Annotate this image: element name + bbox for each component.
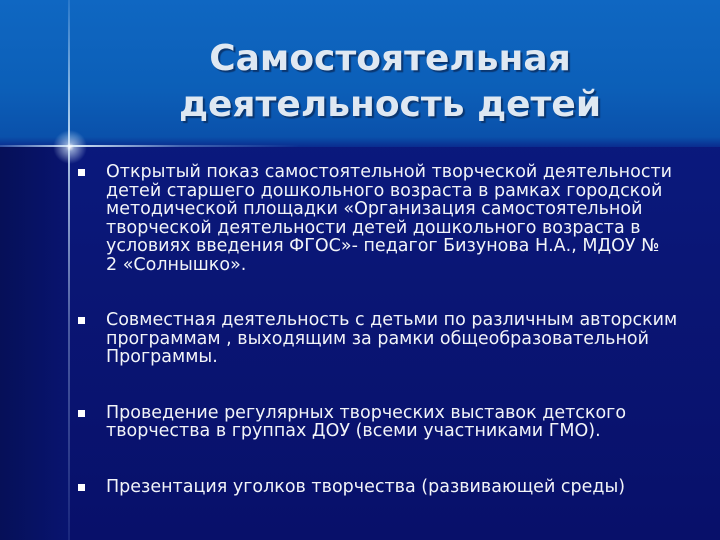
title-line-2: деятельность детей xyxy=(178,84,602,125)
list-item xyxy=(78,404,686,441)
list-item xyxy=(78,478,686,497)
item-line: методической площадки «Организация самостоятельной xyxy=(106,199,643,219)
item-line: творческой деятельности детей дошкольного возраста в xyxy=(106,217,641,238)
slide-title xyxy=(100,36,680,128)
title-line-1: Самостоятельная xyxy=(209,38,571,79)
item-line: условиях введения ФГОС»- педагог Бизунова Н.А., МДОУ № xyxy=(106,236,660,256)
bullet-list xyxy=(78,163,686,496)
item-line: Совместная деятельность с детьми по различным авторским xyxy=(106,310,678,330)
item-line: детей старшего дошкольного возраста в рамках городской xyxy=(106,180,663,201)
item-line: Проведение регулярных творческих выставок детского xyxy=(106,402,627,423)
item-line: творчества в группах ДОУ (всеми участниками ГМО). xyxy=(106,421,601,441)
square-bullet-icon xyxy=(78,410,85,417)
item-line: Открытый показ самостоятельной творческой деятельности xyxy=(106,162,673,182)
item-line: 2 «Солнышко». xyxy=(106,254,247,275)
square-bullet-icon xyxy=(78,484,85,491)
list-item xyxy=(78,311,686,367)
item-line: программам , выходящим за рамки общеобразовательной xyxy=(106,328,649,349)
sparkle-icon xyxy=(50,127,90,167)
vertical-decor-line xyxy=(68,0,70,540)
horizontal-decor-line xyxy=(0,145,300,147)
square-bullet-icon xyxy=(78,317,85,324)
item-line: Программы. xyxy=(106,347,218,367)
square-bullet-icon xyxy=(78,169,85,176)
item-line: Презентация уголков творчества (развивающей среды) xyxy=(106,476,626,497)
list-item xyxy=(78,163,686,274)
left-decor-band xyxy=(0,147,70,540)
